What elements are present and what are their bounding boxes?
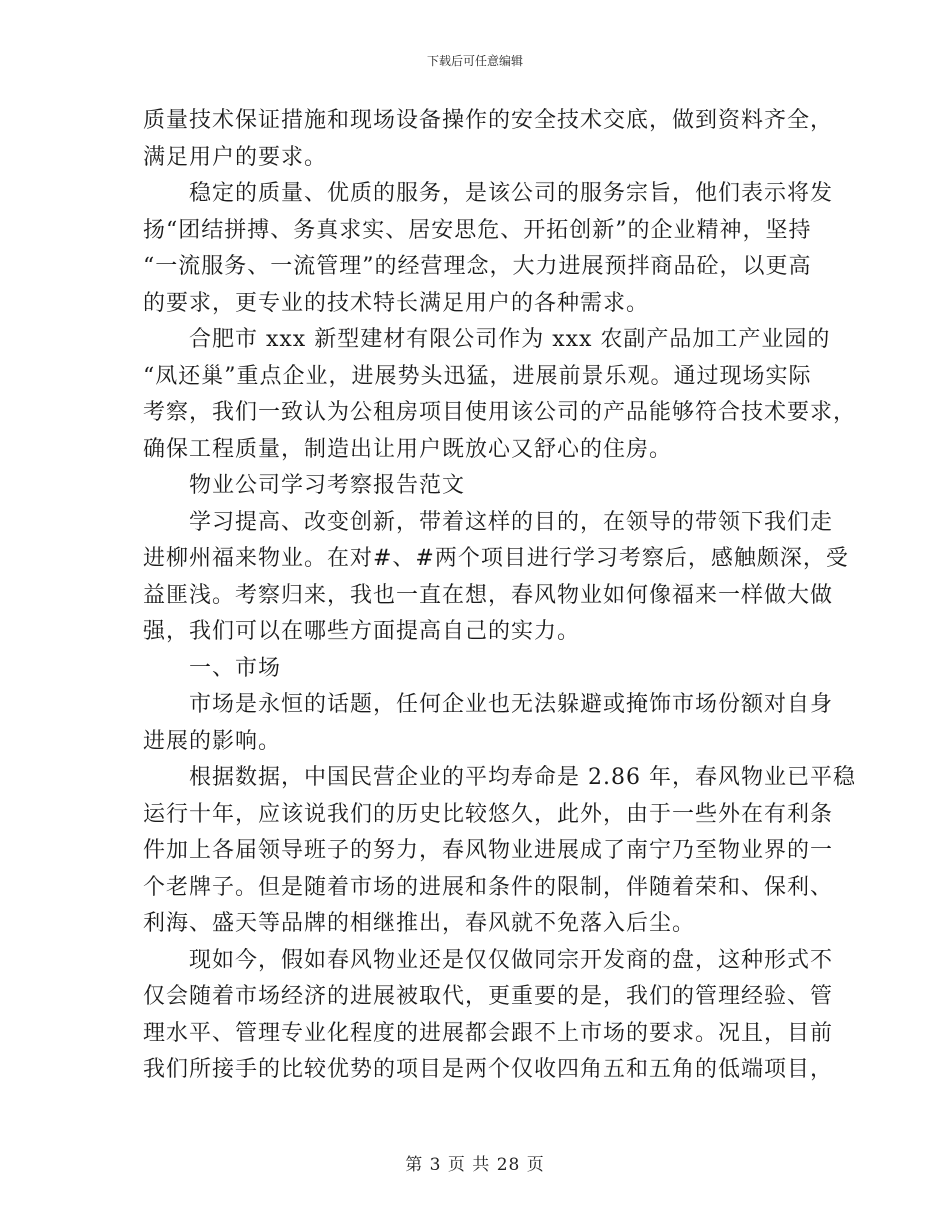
text-line: 物业公司学习考察报告范文 [189,473,466,498]
text-line: 强，我们可以在哪些方面提高自己的实力。 [143,619,581,644]
text-line: 扬“团结拼搏、务真求实、居安思危、开拓创新”的企业精神，坚持 [143,217,812,243]
text-line: “凤还巢”重点企业，进展势头迅猛，进展前景乐观。通过现场实际 [143,363,812,389]
text-line: 根据数据，中国民营企业的平均寿命是 2.86 年，春风物业已平稳 [189,765,856,790]
text-line: 个老牌子。但是随着市场的进展和条件的限制，伴随着荣和、保利、 [143,874,834,900]
text-line: 市场是永恒的话题，任何企业也无法躲避或掩饰市场份额对自身 [189,692,834,717]
text-line: 的要求，更专业的技术特长满足用户的各种需求。 [143,290,650,316]
text-line: 学习提高、改变创新，带着这样的目的，在领导的带领下我们走 [189,509,834,535]
page-footer: 第 3 页 共 28 页 [405,1155,545,1175]
text-line: 一、市场 [189,655,282,681]
text-line: 进展的影响。 [143,728,282,754]
text-line: 仅会随着市场经济的进展被取代，更重要的是，我们的管理经验、管 [143,984,834,1009]
text-line: 满足用户的要求。 [143,144,328,170]
text-line: 质量技术保证措施和现场设备操作的安全技术交底，做到资料齐全， [143,108,834,133]
text-line: 稳定的质量、优质的服务，是该公司的服务宗旨，他们表示将发 [189,181,834,206]
page-header: 下载后可任意编辑 [426,54,523,68]
text-line: 考察，我们一致认为公租房项目使用该公司的产品能够符合技术要求， [143,400,857,425]
text-line: 益匪浅。考察归来，我也一直在想，春风物业如何像福来一样做大做 [143,582,834,608]
text-line: 现如今，假如春风物业还是仅仅做同宗开发商的盘，这种形式不 [189,947,834,973]
text-line: 理水平、管理专业化程度的进展都会跟不上市场的要求。况且，目前 [143,1020,834,1046]
text-line: 进柳州福来物业。在对#、#两个项目进行学习考察后，感触颇深，受 [143,546,849,571]
text-line: 我们所接手的比较优势的项目是两个仅收四角五和五角的低端项目， [143,1057,834,1082]
text-line: 件加上各届领导班子的努力，春风物业进展成了南宁乃至物业界的一 [143,838,834,863]
text-line: 合肥市 xxx 新型建材有限公司作为 xxx 农副产品加工产业园的 [189,327,831,352]
document-body [143,103,857,1089]
text-line: 利海、盛天等品牌的相继推出，春风就不免落入后尘。 [143,911,696,936]
text-line: 确保工程质量，制造出让用户既放心又舒心的住房。 [143,436,673,462]
text-line: “一流服务、一流管理”的经营理念，大力进展预拌商品砼，以更高 [143,254,812,279]
text-line: 运行十年，应该说我们的历史比较悠久，此外，由于一些外在有利条 [143,801,834,827]
